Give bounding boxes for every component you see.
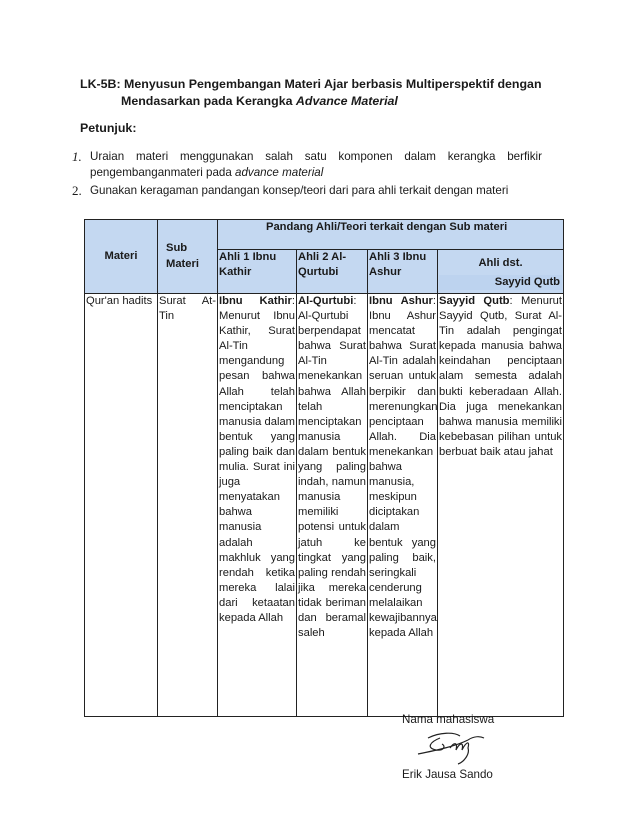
header-materi: Materi bbox=[85, 220, 158, 294]
instruction-text-line-2: pengembanganmateri pada advance material bbox=[90, 165, 324, 179]
instruction-item bbox=[72, 183, 542, 199]
cell-ahli-1: Ibnu Kathir: Menurut Ibnu Kathir, Surat Al-Tin mengandung pesan bahwa Allah telah menciptakan manusia dalam bentuk yang paling baik dan mulia. Surat ini juga menyatakan bahwa manusia adalah makhluk yang rendah ketika mereka lalai dari ketaatan kepada Allah bbox=[218, 294, 297, 717]
title-line-2: Mendasarkan pada Kerangka Advance Material bbox=[121, 94, 398, 108]
ahli-dst-label: Ahli dst. bbox=[478, 257, 523, 269]
instructions-list bbox=[72, 149, 542, 202]
cell-materi: Qur'an hadits bbox=[85, 294, 158, 717]
cell-ahli-2: Al-Qurtubi: Al-Qurtubi berpendapat bahwa Surat Al-Tin menekankan bahwa Allah telah menciptakan manusia dalam bentuk yang paling indah, namun manusia memiliki potensi untuk jatuh ke tingkat yang paling rendah jika mereka tidak beriman dan beramal saleh bbox=[297, 294, 368, 717]
instruction-text-line-1: Uraian materi menggunakan salah satu komponen dalam kerangka berfikir bbox=[90, 150, 542, 163]
header-sub-materi: Sub Materi bbox=[158, 220, 218, 294]
instruction-number: 2. bbox=[72, 183, 82, 198]
handwritten-signature bbox=[410, 728, 490, 766]
table-row bbox=[85, 294, 564, 717]
instruction-item bbox=[72, 149, 542, 180]
sayyid-qutb-label: Sayyid Qutb bbox=[439, 275, 562, 290]
header-ahli-dst bbox=[438, 250, 564, 294]
header-ahli-2: Ahli 2 Al-Qurtubi bbox=[297, 250, 368, 294]
title-italic: Advance Material bbox=[295, 94, 398, 108]
instruction-text: Gunakan keragaman pandangan konsep/teori dari para ahli terkait dengan materi bbox=[90, 184, 509, 197]
instruction-number: 1. bbox=[72, 149, 82, 164]
header-ahli-3: Ahli 3 Ibnu Ashur bbox=[368, 250, 438, 294]
table-header-row bbox=[85, 220, 564, 250]
cell-sub-materi: Surat At-Tin bbox=[158, 294, 218, 717]
cell-ahli-3: Ibnu Ashur: Ibnu Ashur mencatat bahwa Surat Al-Tin adalah seruan untuk berpikir dan merenungkan penciptaan Allah. Dia menekankan bahwa manusia, meskipun diciptakan dalam bentuk yang paling baik, seringkali cenderung melalaikan kewajibannya kepada Allah bbox=[368, 294, 438, 717]
header-ahli-1: Ahli 1 Ibnu Kathir bbox=[218, 250, 297, 294]
worksheet-title bbox=[80, 76, 542, 110]
header-pandang-ahli: Pandang Ahli/Teori terkait dengan Sub materi bbox=[218, 220, 564, 250]
instructions-heading: Petunjuk: bbox=[80, 121, 137, 135]
cell-ahli-4: Sayyid Qutb: Menurut Sayyid Qutb, Surat Al-Tin adalah pengingat kepada manusia bahwa keindahan penciptaan alam semesta adalah bukti keberadaan Allah. Dia juga menekankan bahwa manusia memiliki kebebasan pilihan untuk berbuat baik atau jahat bbox=[438, 294, 564, 717]
title-line-1: LK-5B: Menyusun Pengembangan Materi Ajar berbasis Multiperspektif dengan bbox=[80, 77, 542, 91]
student-name: Erik Jausa Sando bbox=[402, 768, 493, 781]
material-table bbox=[84, 219, 564, 717]
signature-label: Nama mahasiswa bbox=[402, 713, 495, 726]
